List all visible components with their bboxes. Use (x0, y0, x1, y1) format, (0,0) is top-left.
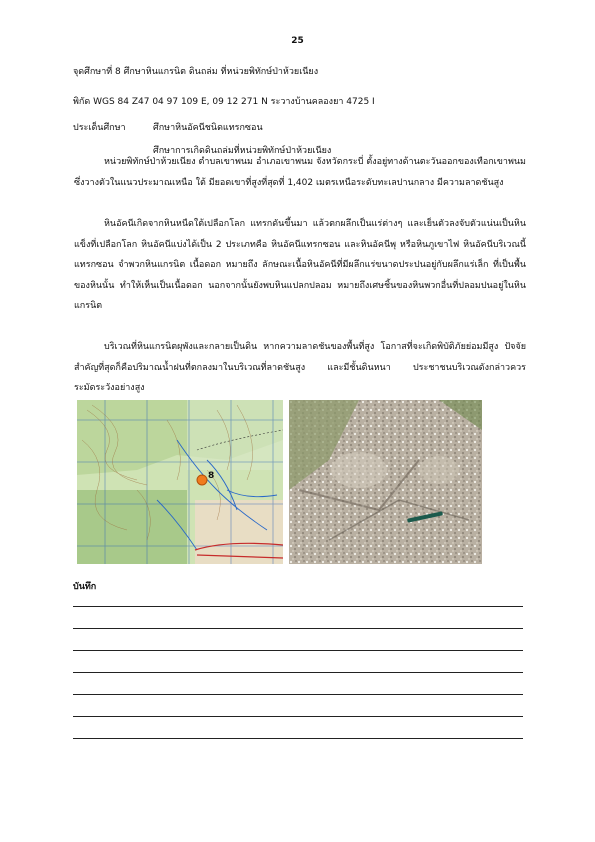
station-coordinates: พิกัด WGS 84 Z47 04 97 109 E, 09 12 271 N ระวางบ้านคลองยา 4725 I (73, 97, 375, 107)
page-number: 25 (291, 36, 304, 46)
note-line[interactable] (73, 672, 523, 673)
station-title: จุดศึกษาที่ 8 ศึกษาหินแกรนิต ดินถล่ม ที่หน่วยพิทักษ์ป่าห้วยเนียง (73, 67, 319, 77)
granite-rock-photo (289, 400, 482, 564)
notes-title: บันทึก (73, 582, 97, 592)
topics-label: ประเด็นศึกษา (73, 123, 126, 133)
topic-1: ศึกษาหินอัคนีชนิดแทรกซอน (153, 123, 263, 133)
note-line[interactable] (73, 628, 523, 629)
paragraph-3: บริเวณที่หินแกรนิตผุพังและกลายเป็นดิน หากความลาดชันของพื้นที่สูง โอกาสที่จะเกิดพิบัติภัยย่อมมีสูง ปัจจัยสำคัญที่สุดก็คือปริมาณน้ำฝนที่ตกลงมาในบริเวณที่ลาดชันสูง และมีชั้นดินหนา ประชาชนบริเวณดังกล่าวควรระมัดระวังอย่างสูง (74, 342, 526, 393)
note-line[interactable] (73, 606, 523, 607)
note-line[interactable] (73, 694, 523, 695)
paragraph-2: หินอัคนีเกิดจากหินหนืดใต้เปลือกโลก แทรกดันขึ้นมา แล้วตกผลึกเป็นแร่ต่างๆ และเย็นตัวลงจับตัวแน่นเป็นหินแข็งที่เปลือกโลก หินอัคนีแบ่งได้เป็น 2 ประเภทคือ หินอัคนีแทรกซอน และหินอัคนีพุ หรือหินภูเขาไฟ หินอัคนีบริเวณนี้แทรกซอน จำพวกหินแกรนิต เนื้อดอก หมายถึง ลักษณะเนื้อหินอัคนีที่มีผลึกแร่ขนาดประปนอยู่กับผลึกแร่เล็ก ที่เป็นพื้นของหินนั้น ทำให้เห็นเป็นเนื้อดอก นอกจากนั้นยังพบหินแปลกปลอม หมายถึงเศษชิ้นของหินพวกอื่นที่ปลอมปนอยู่ในหินแกรนิต (74, 219, 526, 311)
note-line[interactable] (73, 716, 523, 717)
note-line[interactable] (73, 738, 523, 739)
paragraph-1: หน่วยพิทักษ์ป่าห้วยเนียง ตำบลเขาพนม อำเภอเขาพนม จังหวัดกระบี่ ตั้งอยู่ทางด้านตะวันออกของเทือกเขาพนม ซึ่งวางตัวในแนวประมาณเหนือ ใต้ มียอดเขาที่สูงที่สุดที่ 1,402 เมตรเหนือระดับทะเลปานกลาง มีความลาดชันสูง (74, 157, 526, 188)
topic-2: ศึกษาการเกิดดินถล่มที่หน่วยพิทักษ์ป่าห้วยเนียง (153, 146, 332, 156)
map-marker-label: 8 (208, 471, 215, 481)
note-line[interactable] (73, 650, 523, 651)
topographic-map (77, 400, 283, 564)
